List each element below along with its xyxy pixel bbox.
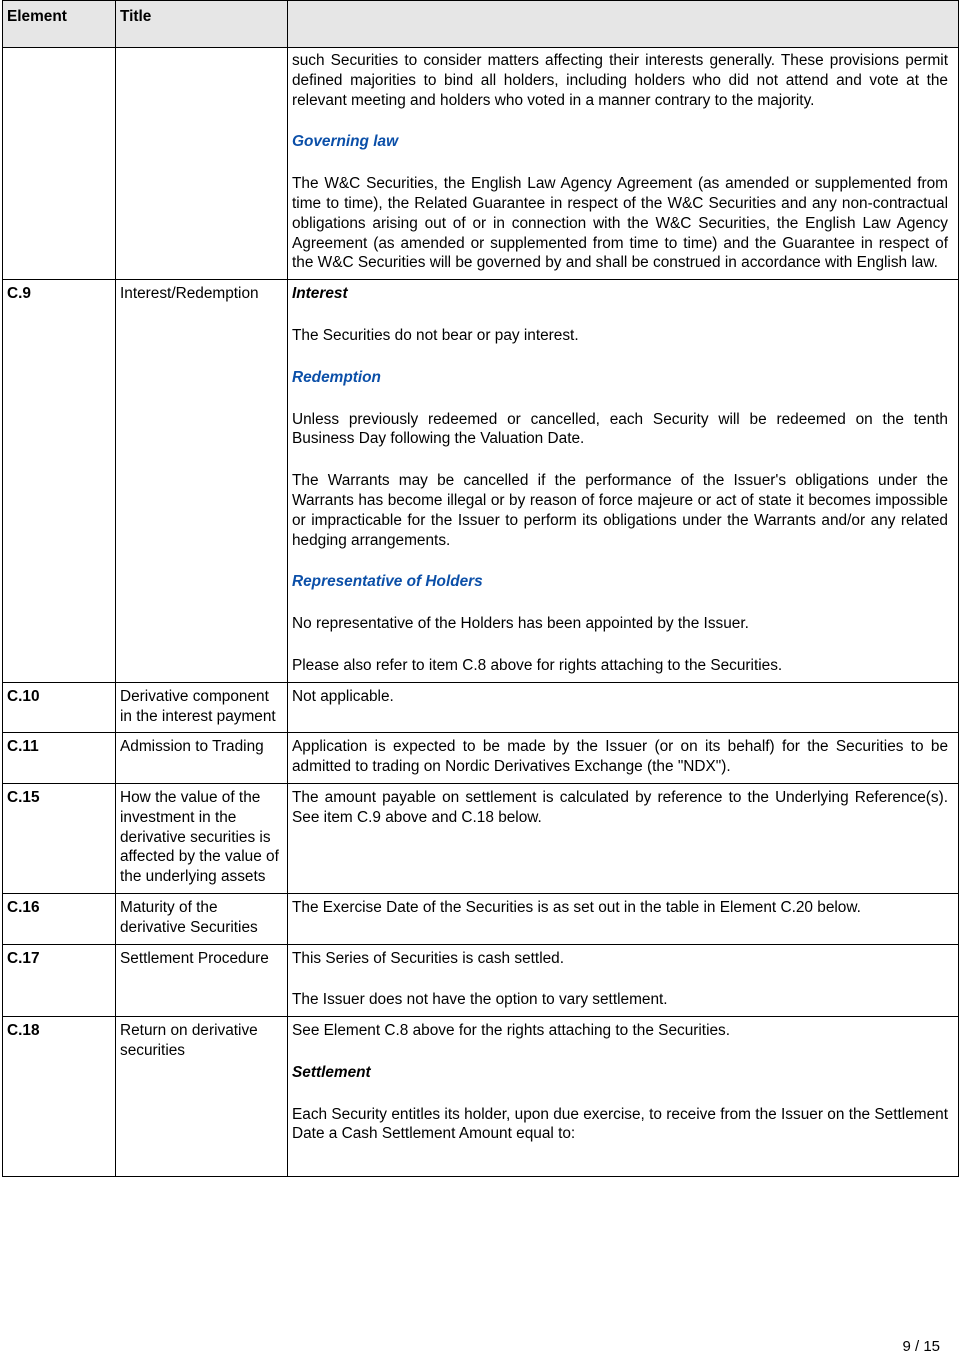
text-cell (288, 733, 959, 784)
section-heading: Interest (292, 285, 348, 303)
text-cell (288, 783, 959, 893)
element-cell: C.16 (3, 893, 116, 944)
paragraph: Application is expected to be made by the Issuer (or on its behalf) for the Securities to be admitted to trading on Nordic Derivatives Exchange (the "NDX"). (292, 738, 948, 776)
title-cell: Derivative component in the interest payment (116, 682, 288, 733)
title-cell: How the value of the investment in the derivative securities is affected by the value of the underlying assets (116, 783, 288, 893)
title-cell: Admission to Trading (116, 733, 288, 784)
text-cell (288, 944, 959, 1017)
table-header-row (3, 1, 959, 48)
text-cell (288, 1017, 959, 1177)
title-cell: Interest/Redemption (116, 280, 288, 683)
paragraph: Each Security entitles its holder, upon due exercise, to receive from the Issuer on the Settlement Date a Cash Settlement Amount equal to: (292, 1105, 948, 1143)
table-row-c11 (3, 733, 959, 784)
title-cell: Return on derivative securities (116, 1017, 288, 1177)
paragraph: Please also refer to item C.8 above for rights attaching to the Securities. (292, 656, 783, 674)
table-row-c16 (3, 893, 959, 944)
paragraph: The Securities do not bear or pay interest. (292, 326, 579, 344)
section-heading: Redemption (292, 368, 381, 386)
text-cell (288, 893, 959, 944)
summary-table (2, 0, 959, 1177)
table-row-c9 (3, 280, 959, 683)
element-cell: C.15 (3, 783, 116, 893)
paragraph: The Issuer does not have the option to vary settlement. (292, 991, 668, 1009)
element-cell: C.10 (3, 682, 116, 733)
paragraph: See Element C.8 above for the rights attaching to the Securities. (292, 1022, 731, 1040)
paragraph: Not applicable. (292, 687, 394, 705)
title-cell: Maturity of the derivative Securities (116, 893, 288, 944)
element-cell: C.9 (3, 280, 116, 683)
section-heading: Governing law (292, 133, 399, 151)
table-row-c17 (3, 944, 959, 1017)
title-cell: Settlement Procedure (116, 944, 288, 1017)
table-row-c10 (3, 682, 959, 733)
header-blank (288, 1, 959, 48)
title-cell (116, 48, 288, 280)
table-row-c15 (3, 783, 959, 893)
page-number: 9 / 15 (902, 1338, 940, 1355)
paragraph: The W&C Securities, the English Law Agency Agreement (as amended or supplemented from time to time), the Related Guarantee in respect of the W&C Securities and any non-contractual obligations arising out of or in connection with the W&C Securities, the English Law Agency Agreement (as amended or supplemented from time to time) and the Guarantee in respect of the W&C Securities will be governed by and shall be construed in accordance with English law. (292, 175, 948, 272)
text-cell (288, 682, 959, 733)
section-heading: Representative of Holders (292, 573, 483, 591)
element-cell (3, 48, 116, 280)
paragraph: Unless previously redeemed or cancelled, each Security will be redeemed on the tenth Business Day following the Valuation Date. (292, 410, 948, 448)
header-title: Title (116, 1, 288, 48)
element-cell: C.17 (3, 944, 116, 1017)
text-cell (288, 48, 959, 280)
header-element: Element (3, 1, 116, 48)
paragraph: The Warrants may be cancelled if the performance of the Issuer's obligations under the Warrants has become illegal or by reason of force majeure or act of state it becomes impossible or impracticable for the Issuer to perform its obligations under the Warrants and/or any related hedging arrangements. (292, 472, 948, 549)
paragraph: The Exercise Date of the Securities is as set out in the table in Element C.20 below. (292, 898, 861, 916)
paragraph: This Series of Securities is cash settled. (292, 949, 565, 967)
text-cell (288, 280, 959, 683)
table-row-c18 (3, 1017, 959, 1177)
paragraph: such Securities to consider matters affecting their interests generally. These provisions permit defined majorities to bind all holders, including holders who did not attend and vote at the relevant meeting and holders who voted in a manner contrary to the majority. (292, 52, 948, 109)
element-cell: C.18 (3, 1017, 116, 1177)
element-cell: C.11 (3, 733, 116, 784)
section-heading: Settlement (292, 1063, 371, 1081)
paragraph: No representative of the Holders has been appointed by the Issuer. (292, 615, 749, 633)
paragraph: The amount payable on settlement is calculated by reference to the Underlying Reference(s). See item C.9 above and C.18 below. (292, 788, 948, 826)
table-row-continued (3, 48, 959, 280)
